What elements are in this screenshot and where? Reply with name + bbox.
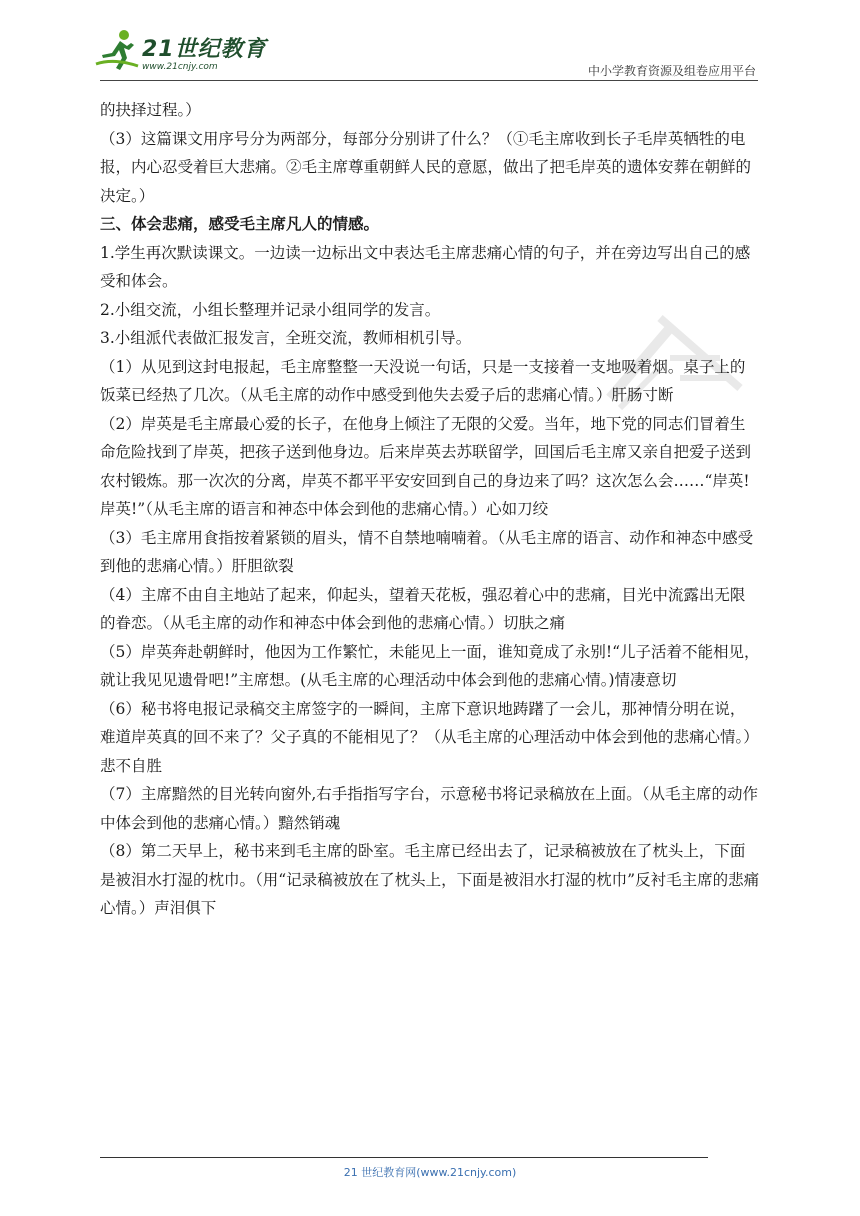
logo-url: www.21cnjy.com <box>142 62 218 72</box>
runner-logo-icon <box>94 28 140 74</box>
paragraph: （8）第二天早上，秘书来到毛主席的卧室。毛主席已经出去了，记录稿被放在了枕头上，下面是被泪水打湿的枕巾。（用“记录稿被放在了枕头上，下面是被泪水打湿的枕巾”反衬毛主席的悲痛心情。）声泪俱下 <box>100 842 760 917</box>
footer-link[interactable]: 21 世纪教育网(www.21cnjy.com) <box>343 1166 517 1179</box>
paragraph: 3.小组派代表做汇报发言，全班交流，教师相机引导。 <box>100 329 472 347</box>
paragraph: （7）主席黯然的目光转向窗外,右手指指写字台，示意秘书将记录稿放在上面。（从毛主席的动作中体会到他的悲痛心情。）黯然销魂 <box>100 785 759 832</box>
paragraph: （1）从见到这封电报起，毛主席整整一天没说一句话，只是一支接着一支地吸着烟。桌子上的饭菜已经热了几次。（从毛主席的动作中感受到他失去爱子后的悲痛心情。）肝肠寸断 <box>100 357 746 404</box>
paragraph: 1.学生再次默读课文。一边读一边标出文中表达毛主席悲痛心情的句子，并在旁边写出自己的感受和体会。 <box>100 243 751 290</box>
paragraph: 2.小组交流，小组长整理并记录小组同学的发言。 <box>100 300 441 319</box>
paragraph: （5）岸英奔赴朝鲜时，他因为工作繁忙，未能见上一面，谁知竟成了永别!“儿子活着不能相见，就让我见见遗骨吧!”主席想。(从毛主席的心理活动中体会到他的悲痛心情。)情凄意切 <box>100 642 760 689</box>
paragraph: （4）主席不由自主地站了起来，仰起头，望着天花板，强忍着心中的悲痛，目光中流露出无限的眷恋。（从毛主席的动作和神态中体会到他的悲痛心情。）切肤之痛 <box>100 585 746 632</box>
paragraph: （3）这篇课文用序号分为两部分，每部分分别讲了什么？（①毛主席收到长子毛岸英牺牲的电报，内心忍受着巨大悲痛。②毛主席尊重朝鲜人民的意愿，做出了把毛岸英的遗体安葬在朝鲜的决定。） <box>100 129 752 205</box>
paragraph: （3）毛主席用食指按着紧锁的眉头，情不自禁地喃喃着。（从毛主席的语言、动作和神态中感受到他的悲痛心情。）肝胆欲裂 <box>100 528 754 575</box>
page-header <box>0 0 860 90</box>
site-logo[interactable] <box>94 28 274 78</box>
section-heading: 三、体会悲痛，感受毛主席凡人的情感。 <box>100 214 380 233</box>
logo-text: 21世纪教育 <box>142 37 267 62</box>
paragraph: （2）岸英是毛主席最心爱的长子，在他身上倾注了无限的父爱。当年，地下党的同志们冒着生命危险找到了岸英，把孩子送到他身边。后来岸英去苏联留学，回国后毛主席又亲自把爱子送到农村锻炼。那一次次的分离，岸英不都平平安安回到自己的身边来了吗？这次怎么会……“岸英!岸英!”（从毛主席的语言和神态中体会到他的悲痛心情。）心如刀绞 <box>100 414 752 518</box>
document-body <box>100 96 760 923</box>
paragraph: （6）秘书将电报记录稿交主席签字的一瞬间，主席下意识地踌躇了一会儿，那神情分明在说，难道岸英真的回不来了？父子真的不能相见了？（从毛主席的心理活动中体会到他的悲痛心情。）悲不自胜 <box>100 699 759 775</box>
paragraph: 的抉择过程。） <box>100 101 201 119</box>
footer-divider <box>100 1157 708 1158</box>
header-divider <box>100 80 758 81</box>
platform-name: 中小学教育资源及组卷应用平台 <box>587 64 756 78</box>
